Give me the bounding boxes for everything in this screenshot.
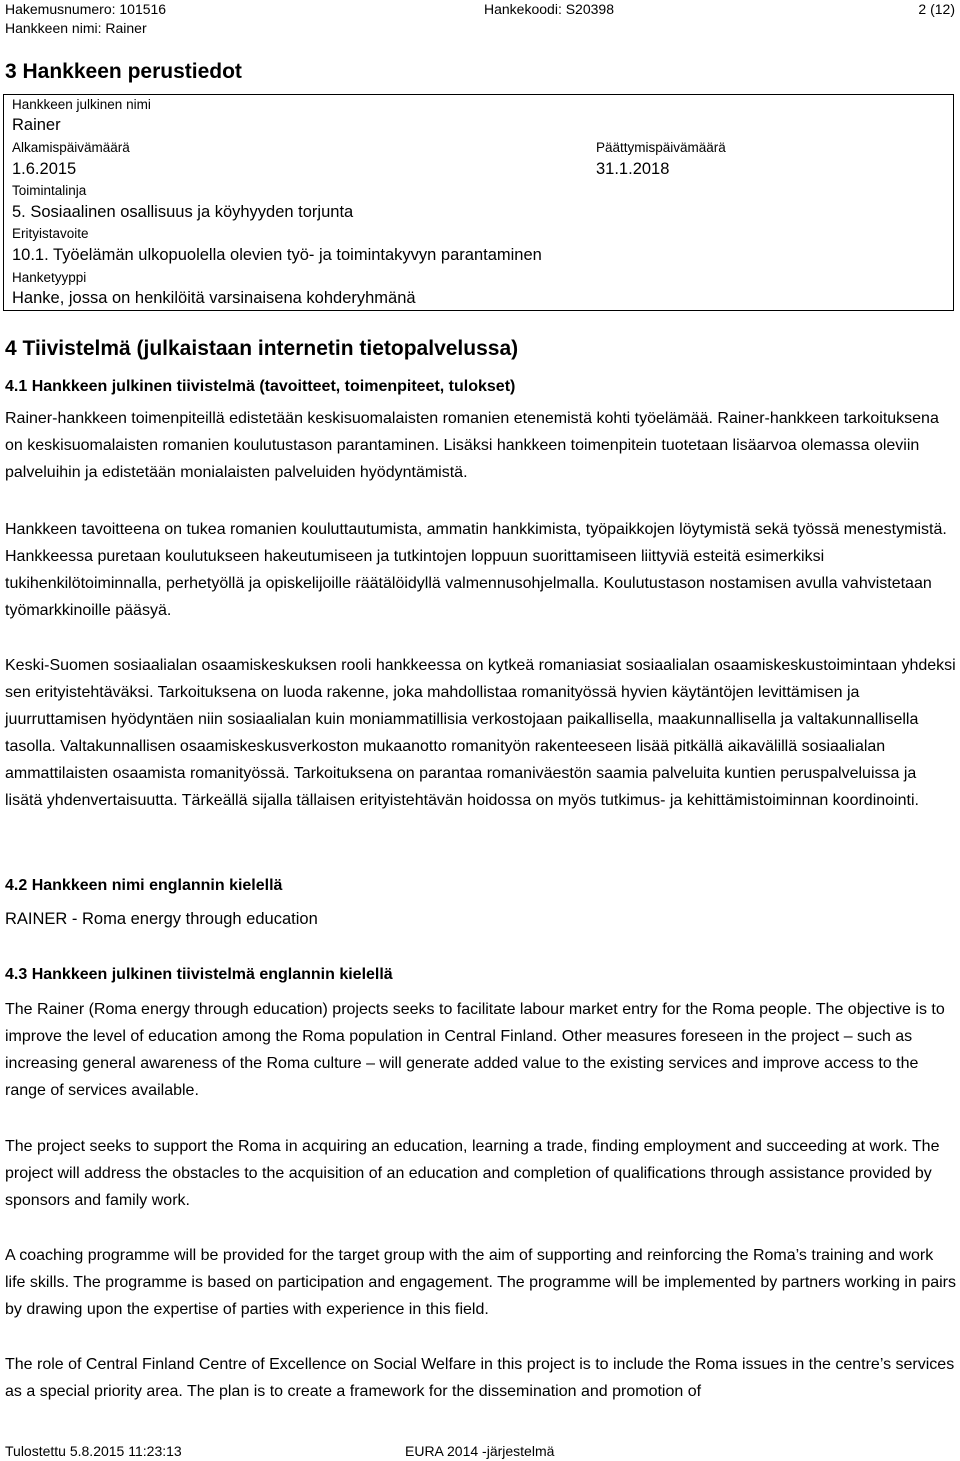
project-name-header: Hankkeen nimi: Rainer [5,20,147,36]
specific-goal-label: Erityistavoite [12,226,89,241]
basic-info-box [3,94,954,311]
start-date-label: Alkamispäivämäärä [12,140,130,155]
summary-paragraph-2: Hankkeen tavoitteena on tukea romanien kouluttautumista, ammatin hankkimista, työpaikkojen löytymistä sekä työssä menestymistä. Hankkeessa puretaan koulutukseen hakeutumiseen ja tutkintojen loppuun suorittamiseen liittyviä esteitä esimerkiksi tukihenkilötoiminnalla, perhetyöllä ja opiskelijoille räätälöidyllä valmennusohjelmalla. Koulutustason nostamisen avulla vahvistetaan työmarkkinoille pääsyä. [5,521,947,619]
summary-paragraph-1: Rainer-hankkeen toimenpiteillä edistetään keskisuomalaisten romanien etenemistä kohti työelämää. Rainer-hankkeen tarkoituksena on keskisuomalaisten romanien koulutustason parantaminen. Lisäksi hankkeen toimenpitein tuotetaan lisäarvoa olemassa oleviin palveluihin ja edistetään monialaisten palveluiden hyödyntämistä. [5,410,939,481]
project-code: Hankekoodi: S20398 [484,1,614,17]
end-date-value: 31.1.2018 [596,160,670,178]
english-paragraph-1: The Rainer (Roma energy through education) projects seeks to facilitate labour market entry for the Roma people. The objective is to improve the level of education among the Roma population in Central Finland. Other measures foreseen in the project – such as increasing general awareness of the Roma culture – will generate added value to the existing services and improve access to the range of services available. [5,1001,945,1099]
public-name-value: Rainer [12,116,61,134]
english-name-value: RAINER - Roma energy through education [5,910,318,928]
english-paragraph-2: The project seeks to support the Roma in acquiring an education, learning a trade, finding employment and succeeding at work. The project will address the obstacles to the acquisition of an education and completion of qualifications through assistance provided by sponsors and family work. [5,1138,940,1209]
action-line-label: Toimintalinja [12,183,87,198]
application-number: Hakemusnumero: 101516 [5,1,167,17]
section-3-title: 3 Hankkeen perustiedot [5,60,242,83]
english-paragraph-3: A coaching programme will be provided for the target group with the aim of supporting and reinforcing the Roma’s training and work life skills. The programme is based on participation and engagement. The programme will be implemented by partners working in pairs by drawing upon the expertise of parties with experience in this field. [5,1247,956,1318]
start-date-value: 1.6.2015 [12,160,77,178]
end-date-label: Päättymispäivämäärä [596,140,726,155]
section-4-title: 4 Tiivistelmä (julkaistaan internetin tietopalvelussa) [5,337,519,360]
public-name-label: Hankkeen julkinen nimi [12,97,151,112]
specific-goal-value: 10.1. Työelämän ulkopuolella olevien työ- ja toimintakyvyn parantaminen [12,246,542,264]
section-4-3-title: 4.3 Hankkeen julkinen tiivistelmä englannin kielellä [5,966,393,983]
printed-timestamp: Tulostettu 5.8.2015 11:23:13 [5,1443,182,1459]
page-number: 2 (12) [918,1,955,17]
english-paragraph-4: The role of Central Finland Centre of Excellence on Social Welfare in this project is to include the Roma issues in the centre’s services as a special priority area. The plan is to create a framework for the dissemination and promotion of [5,1356,955,1400]
system-name: EURA 2014 -järjestelmä [405,1443,555,1459]
section-4-2-title: 4.2 Hankkeen nimi englannin kielellä [5,877,283,894]
summary-paragraph-3: Keski-Suomen sosiaalialan osaamiskeskuksen rooli hankkeessa on kytkeä romaniasiat sosiaalialan osaamiskeskustoimintaan yhdeksi sen erityistehtäväksi. Tarkoituksena on luoda rakenne, joka mahdollistaa romanityössä hyvien käytäntöjen levittämisen ja juurruttamisen hyödyntäen niin sosiaalialan kuin moniammatillisia verkostojaan paikallisella, maakunnallisella ja valtakunnallisella tasolla. Valtakunnallisen osaamiskeskusverkoston mukaanotto romanityön rakenteeseen lisää pitkällä aikavälillä sosiaalialan ammattilaisten osaamista romanityössä. Tarkoituksena on parantaa romaniväestön saamia palveluita kuntien peruspalveluissa ja lisätä yhdenvertaisuutta. Tärkeällä sijalla tällaisen erityistehtävän hoidossa on myös tutkimus- ja kehittämistoiminnan koordinointi. [5,657,956,809]
project-type-label: Hanketyyppi [12,270,87,285]
action-line-value: 5. Sosiaalinen osallisuus ja köyhyyden torjunta [12,203,354,221]
section-4-1-title: 4.1 Hankkeen julkinen tiivistelmä (tavoitteet, toimenpiteet, tulokset) [5,378,516,395]
project-type-value: Hanke, jossa on henkilöitä varsinaisena kohderyhmänä [12,289,416,307]
